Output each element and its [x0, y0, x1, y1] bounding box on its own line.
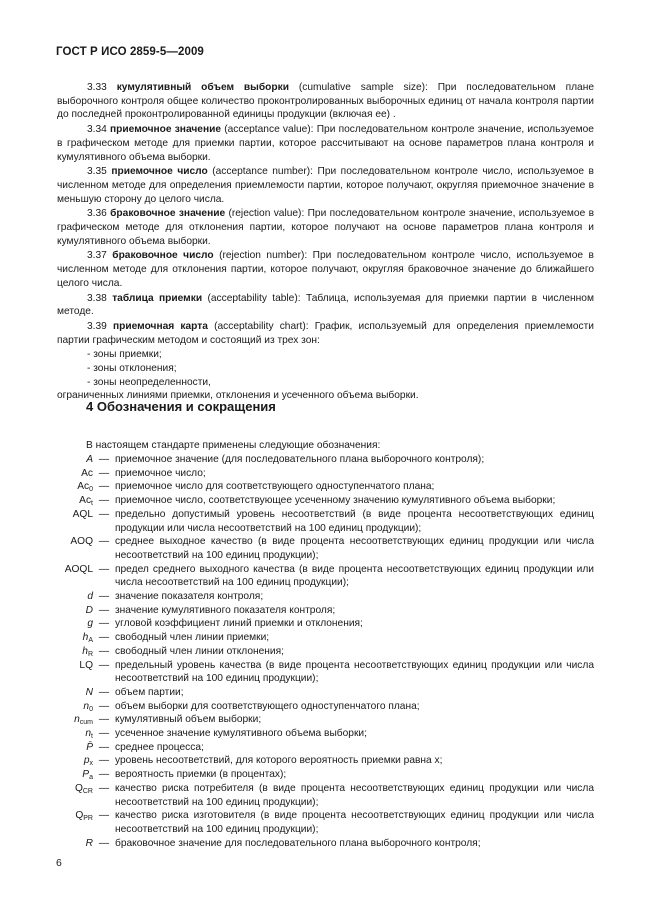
symbol	[57, 727, 93, 741]
symbol-main: R	[85, 837, 93, 849]
symbol	[57, 453, 93, 467]
symbol-description: приемочное значение (для последовательного плана выборочного контроля);	[115, 454, 485, 465]
symbol-subscript: A	[88, 637, 93, 645]
definition-3-39: 3.39 приемочная карта (acceptability chart): График, используемый для определения приемлемости партии графическим методом и состоящий из трех зон:	[57, 320, 594, 346]
symbol-row	[57, 508, 594, 535]
symbol-main: AOQ	[70, 536, 93, 548]
em-dash: —	[98, 659, 110, 671]
symbol	[57, 659, 93, 686]
symbol-subscript: t	[91, 500, 93, 508]
em-dash: —	[98, 645, 110, 657]
list-item: - зоны отклонения;	[87, 363, 177, 375]
symbol	[57, 563, 93, 590]
definition-3-33: 3.33 кумулятивный объем выборки (cumulative sample size): При последовательном плане выборочного контроля общее количество проконтролированных выборочных единиц от начала контроля партии до последней проконтролированной единицы продукции (включая ее) .	[57, 82, 594, 121]
definition-3-35: 3.35 приемочное число (acceptance number): При последовательном контроле число, используемое в численном методе для определения приемлемости партии, которое получают, округляя приемочное значение в меньшую сторону до целого числа.	[57, 166, 594, 205]
symbol-main: d	[87, 591, 93, 603]
em-dash: —	[98, 741, 110, 753]
symbol-main: N	[85, 686, 93, 698]
symbol	[57, 713, 93, 727]
symbol-subscript: x	[89, 760, 93, 768]
definition-3-37: 3.37 браковочное число (rejection number): При последовательном контроле число, используемое в численном методе для отклонения партии, которое получают, округляя браковочное значение до ближайшего целого числа.	[57, 250, 594, 289]
symbol-subscript: cum	[79, 719, 93, 727]
em-dash: —	[98, 755, 110, 767]
em-dash: —	[98, 467, 110, 479]
definition-3-36: 3.36 браковочное значение (rejection value): При последовательном контроле значение, используемое в графическом методе для отклонения партии, которое получают на основе параметров плана контроля и кумулятивного объема выборки.	[57, 208, 594, 247]
symbol-row	[57, 453, 594, 467]
symbol-description: предельный уровень качества (в виде процента несоответствующих единиц продукции или числа несоответствий на 100 единиц продукции);	[115, 659, 594, 685]
symbol-subscript: t	[91, 733, 93, 741]
symbol-description: значение показателя контроля;	[115, 591, 264, 603]
em-dash: —	[98, 618, 110, 630]
symbol-main: h	[82, 645, 88, 657]
em-dash: —	[98, 508, 110, 520]
symbol-main: Ac	[77, 481, 90, 493]
symbol-description: среднее выходное качество (в виде процента несоответствующих единиц продукции или числа несоответствий на 100 единиц продукции);	[115, 536, 594, 561]
em-dash: —	[98, 536, 110, 548]
section-intro: В настоящем стандарте применены следующие обозначения:	[86, 440, 381, 451]
symbol-description: приемочное число;	[115, 467, 206, 479]
symbol-row	[57, 754, 594, 768]
em-dash: —	[98, 454, 110, 465]
symbol	[57, 467, 93, 481]
symbol	[57, 837, 93, 851]
symbol-main: P	[82, 769, 90, 781]
em-dash: —	[98, 481, 110, 493]
symbol-description: значение кумулятивного показателя контроля;	[115, 604, 336, 616]
symbol-description: среднее процесса;	[115, 741, 204, 753]
symbol-main: g	[87, 618, 93, 630]
symbols-list	[57, 453, 594, 850]
symbol	[57, 535, 93, 562]
symbol-main: n	[83, 700, 90, 712]
symbol-main: Ac	[81, 467, 93, 479]
symbol-description: объем выборки для соответствующего одноступенчатого плана;	[115, 700, 420, 712]
symbol-description: объем партии;	[115, 686, 184, 698]
em-dash: —	[98, 563, 110, 575]
symbol-subscript: 0	[89, 705, 93, 713]
em-dash: —	[98, 700, 110, 712]
symbol-description: угловой коэффициент линий приемки и отклонения;	[115, 618, 363, 630]
symbol-description: приемочное число, соответствующее усеченному значению кумулятивного объема выборки;	[115, 495, 556, 507]
symbol	[57, 782, 93, 809]
symbol-row	[57, 617, 594, 631]
symbol	[57, 480, 93, 494]
symbol-description: браковочное значение для последовательного плана выборочного контроля;	[115, 837, 481, 849]
em-dash: —	[98, 782, 110, 794]
symbol	[57, 631, 93, 645]
symbol-subscript: CR	[82, 787, 93, 795]
symbol-main: n	[85, 728, 92, 740]
symbol-main: LQ	[79, 659, 93, 671]
symbol-description: качество риска потребителя (в виде процента несоответствующих единиц продукции или числа несоответствий на 100 единиц продукции);	[115, 782, 594, 808]
section-title: 4 Обозначения и сокращения	[86, 399, 276, 414]
symbol-subscript: a	[89, 774, 93, 782]
em-dash: —	[98, 837, 110, 849]
symbol-main: P̄	[86, 741, 93, 753]
symbol-row	[57, 645, 594, 659]
symbol	[57, 754, 93, 768]
document-header: ГОСТ Р ИСО 2859-5—2009	[56, 46, 204, 58]
symbol-main: AQL	[72, 508, 93, 520]
symbol-row	[57, 809, 594, 836]
symbol	[57, 741, 93, 755]
symbol	[57, 768, 93, 782]
definitions-block	[57, 81, 594, 404]
symbol-main: A	[86, 454, 93, 465]
symbol-main: D	[85, 604, 93, 616]
symbol-description: предельно допустимый уровень несоответствий (в виде процента несоответствующих единиц продукции или числа несоответствий на 100 единиц продукции);	[115, 508, 594, 534]
symbol-row	[57, 700, 594, 714]
symbol-subscript: 0	[89, 486, 93, 494]
em-dash: —	[98, 769, 110, 781]
symbol-description: уровень несоответствий, для которого вероятность приемки равна x;	[115, 755, 443, 767]
em-dash: —	[98, 495, 110, 507]
symbol-row	[57, 713, 594, 727]
symbol	[57, 617, 93, 631]
symbol-description: кумулятивный объем выборки;	[115, 714, 262, 726]
symbol-description: свободный член линии отклонения;	[115, 645, 284, 657]
page-number: 6	[56, 857, 62, 869]
em-dash: —	[98, 686, 110, 698]
em-dash: —	[98, 632, 110, 644]
symbol-main: Q	[74, 782, 83, 794]
symbol-row	[57, 494, 594, 508]
symbol-row	[57, 768, 594, 782]
symbol-description: вероятность приемки (в процентах);	[115, 769, 287, 781]
symbol-row	[57, 727, 594, 741]
symbol-subscript: R	[87, 650, 93, 658]
symbol-row	[57, 659, 594, 686]
em-dash: —	[98, 728, 110, 740]
definition-3-34: 3.34 приемочное значение (acceptance value): При последовательном контроле значение, используемое в графическом методе для приемки партии, которое рассчитывают на основе параметров плана контроля и кумулятивного объема выборки.	[57, 124, 594, 163]
definition-3-38: 3.38 таблица приемки (acceptability table): Таблица, используемая для приемки партии в численном методе.	[57, 292, 594, 318]
em-dash: —	[98, 591, 110, 603]
symbol-row	[57, 782, 594, 809]
symbol	[57, 508, 93, 535]
symbol	[57, 809, 93, 836]
symbol	[57, 686, 93, 700]
symbol-main: Ac	[79, 495, 92, 507]
symbol	[57, 494, 93, 508]
symbol-row	[57, 604, 594, 618]
symbol-row	[57, 535, 594, 562]
zones-conclusion: ограниченных линиями приемки, отклонения и усеченного объема выборки.	[57, 390, 419, 402]
symbol-row	[57, 631, 594, 645]
list-item: - зоны неопределенности,	[87, 376, 211, 388]
symbol-row	[57, 563, 594, 590]
symbol-description: усеченное значение кумулятивного объема выборки;	[115, 728, 367, 740]
symbol	[57, 590, 93, 604]
symbol-row	[57, 480, 594, 494]
em-dash: —	[98, 604, 110, 616]
symbol-main: AOQL	[64, 563, 93, 575]
symbol	[57, 604, 93, 618]
symbol-description: приемочное число для соответствующего одноступенчатого плана;	[115, 481, 435, 493]
em-dash: —	[98, 714, 110, 726]
symbol-main: h	[82, 632, 89, 644]
symbol-subscript: PR	[83, 815, 93, 823]
symbol	[57, 645, 93, 659]
symbol-row	[57, 741, 594, 755]
symbol	[57, 700, 93, 714]
symbol-row	[57, 467, 594, 481]
symbol-description: предел среднего выходного качества (в виде процента несоответствующих единиц продукции или числа несоответствий на 100 единиц продукции);	[115, 563, 594, 589]
list-item: - зоны приемки;	[87, 349, 162, 361]
symbol-row	[57, 686, 594, 700]
symbol-row	[57, 590, 594, 604]
symbol-description: свободный член линии приемки;	[115, 632, 270, 644]
em-dash: —	[98, 810, 110, 822]
symbol-description: качество риска изготовителя (в виде процента несоответствующих единиц продукции или числа несоответствий на 100 единиц продукции);	[115, 810, 594, 835]
symbol-row	[57, 837, 594, 851]
symbol-main: p	[83, 755, 90, 767]
zones-list	[57, 348, 594, 389]
symbol-main: Q	[75, 810, 84, 822]
symbol-main: n	[74, 714, 80, 726]
